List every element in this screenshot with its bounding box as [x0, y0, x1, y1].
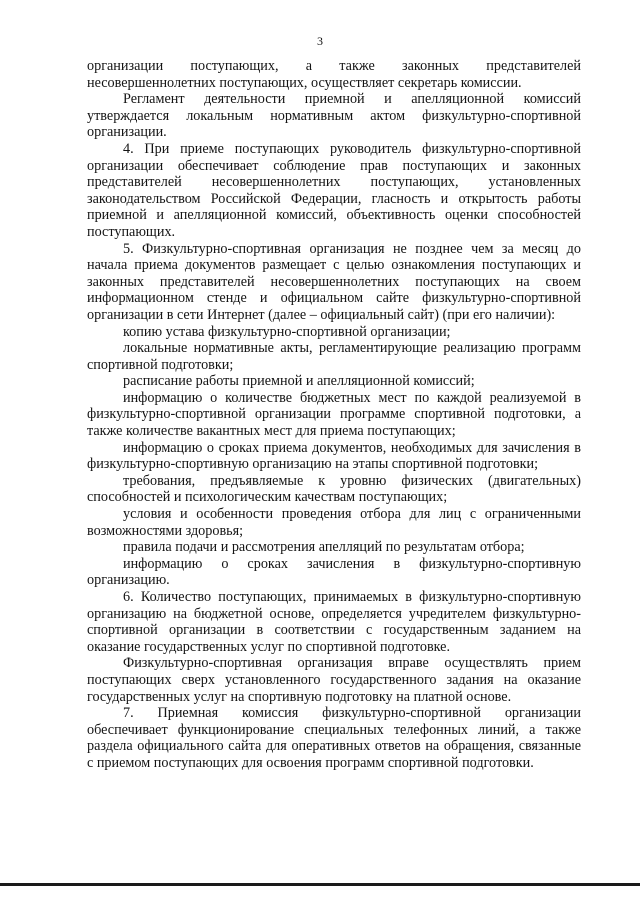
list-item-schedule: расписание работы приемной и апелляционной комиссий;: [123, 373, 475, 390]
list-item-requirements: требования, предъявляемые к уровню физических (двигательных) способностей и психологическим качествам поступающих;: [87, 472, 581, 506]
paragraph-item-4: 4. При приеме поступающих руководитель физкультурно-спортивной организации обеспечивает соблюдение прав поступающих и законных представителей несовершеннолетних поступающих, установленных законодательством Российской Федерации, гласность и открытость работы приемной и апелляционной комиссий, объективность оценки способностей поступающих.: [87, 140, 581, 240]
list-item-local-acts: локальные нормативные акты, регламентирующие реализацию программ спортивной подготовки;: [87, 340, 581, 373]
list-item-appeal-rules: правила подачи и рассмотрения апелляций по результатам отбора;: [123, 539, 525, 556]
paragraph-item-5: 5. Физкультурно-спортивная организация не позднее чем за месяц до начала приема документов размещает с целью ознакомления поступающих и законных представителей несовершеннолетних поступающих на своем информационном стенде и официальном сайте физкультурно-спортивной организации в сети Интернет (далее – официальный сайт) (при его наличии):: [87, 240, 581, 323]
page-number: 3: [317, 34, 323, 48]
list-item-disability-conditions: условия и особенности проведения отбора для лиц с ограниченными возможностями здоровья;: [87, 506, 581, 539]
list-item-enrollment-dates: информацию о сроках зачисления в физкультурно-спортивную организацию.: [87, 555, 581, 589]
paragraph-item-7: 7. Приемная комиссия физкультурно-спортивной организации обеспечивает функционирование специальных телефонных линий, а также раздела официального сайта для оперативных ответов на обращения, связанные с приемом поступающих для освоения программ спортивной подготовки.: [87, 705, 581, 771]
list-item-document-deadlines: информацию о сроках приема документов, необходимых для зачисления в физкультурно-спортивную организацию на этапы спортивной подготовки;: [87, 439, 581, 473]
paragraph-continuation: организации поступающих, а также законных представителей несовершеннолетних поступающих, осуществляет секретарь комиссии.: [87, 58, 581, 91]
paragraph-regulation: Регламент деятельности приемной и апелляционной комиссий утверждается локальным нормативным актом физкультурно-спортивной организации.: [87, 91, 581, 141]
list-item-charter: копию устава физкультурно-спортивной организации;: [123, 323, 451, 340]
paragraph-item-6: 6. Количество поступающих, принимаемых в физкультурно-спортивную организацию на бюджетной основе, определяется учредителем физкультурно-спортивной организации в соответствии с государственным заданием на оказание государственных услуг по спортивной подготовке.: [87, 589, 581, 655]
bottom-border-line: [0, 883, 640, 886]
document-body: [87, 58, 581, 772]
paragraph-paid-admission: Физкультурно-спортивная организация вправе осуществлять прием поступающих сверх установленного государственного задания на оказание государственных услуг на спортивную подготовку на платной основе.: [87, 655, 581, 705]
list-item-budget-places: информацию о количестве бюджетных мест по каждой реализуемой в физкультурно-спортивной организации программе спортивной подготовки, а также количестве вакантных мест для приема поступающих;: [87, 389, 581, 440]
